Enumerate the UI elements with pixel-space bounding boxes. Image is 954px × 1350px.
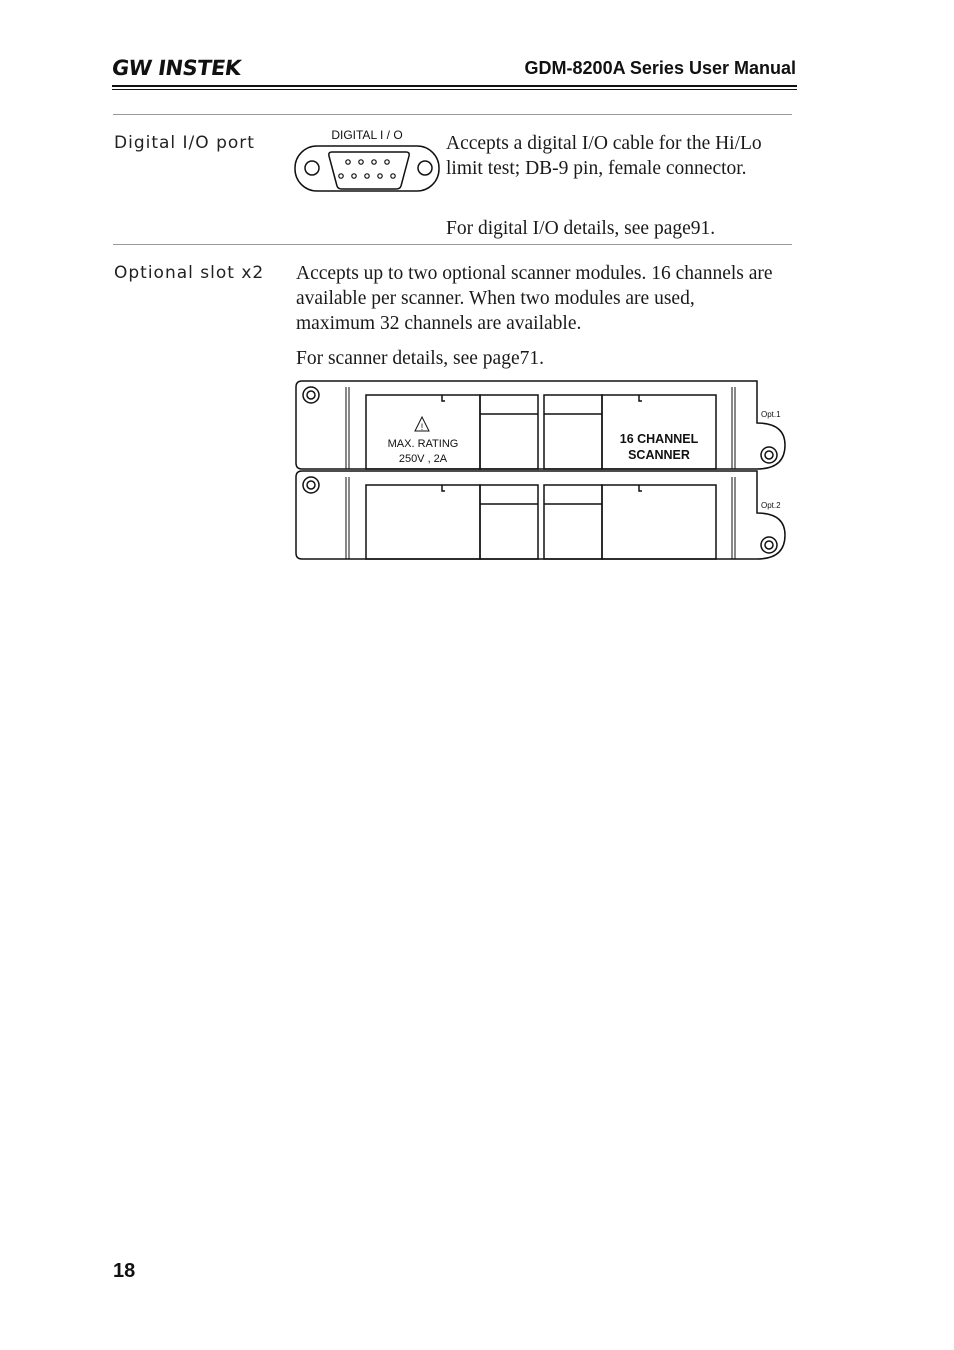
slot2-screw-bottom-inner bbox=[765, 541, 773, 549]
scanner-line1: 16 CHANNEL bbox=[619, 432, 699, 446]
page-number: 18 bbox=[113, 1260, 136, 1282]
optional-slot-description: Accepts up to two optional scanner modules. 16 channels are available per scanner. When two modules are used, maximum 32 channels are available. bbox=[296, 263, 773, 334]
slot2-screw-top-inner bbox=[307, 481, 315, 489]
header-rule-thin bbox=[112, 89, 797, 90]
mount-screw-right bbox=[418, 161, 432, 175]
optional-slot-label: Optional slot x2 bbox=[114, 263, 265, 283]
optional-slot-reference: For scanner details, see page71. bbox=[296, 348, 544, 369]
digital-io-reference: For digital I/O details, see page91. bbox=[446, 218, 716, 239]
digital-io-description: Accepts a digital I/O cable for the Hi/Lo limit test; DB-9 pin, female connector. bbox=[446, 133, 762, 179]
mount-screw-left bbox=[305, 161, 319, 175]
slot2-label: Opt.2 bbox=[761, 501, 781, 510]
slot1-panel bbox=[296, 381, 785, 469]
connector-shell bbox=[329, 152, 409, 189]
slot1-divider-block-b bbox=[544, 395, 602, 469]
brand-logo: GW INSTEK bbox=[110, 56, 243, 80]
slot1-label: Opt.1 bbox=[761, 410, 781, 419]
scanner-line2: SCANNER bbox=[628, 448, 690, 462]
slot1-screw-top-inner bbox=[307, 391, 315, 399]
slot2-panel bbox=[296, 471, 785, 559]
header-rule bbox=[112, 85, 797, 87]
db9-connector-figure bbox=[294, 126, 440, 196]
slot1-screw-top bbox=[303, 387, 319, 403]
slot1-screw-bottom bbox=[761, 447, 777, 463]
rating-line1: MAX. RATING bbox=[387, 438, 459, 450]
digital-io-label: Digital I/O port bbox=[114, 133, 255, 153]
rating-line2: 250V , 2A bbox=[398, 453, 448, 465]
slot2-screw-bottom bbox=[761, 537, 777, 553]
option-slots-figure bbox=[294, 379, 788, 563]
digital-io-figure-label: DIGITAL I / O bbox=[331, 128, 403, 142]
connector-pins bbox=[339, 160, 395, 178]
slot1-divider-block-a bbox=[480, 395, 538, 469]
slot2-screw-top bbox=[303, 477, 319, 493]
slot1-screw-bottom-inner bbox=[765, 451, 773, 459]
section-divider bbox=[113, 244, 792, 245]
manual-title: GDM-8200A Series User Manual bbox=[524, 58, 796, 78]
warning-symbol: ! bbox=[420, 422, 424, 432]
section-divider bbox=[113, 114, 792, 115]
